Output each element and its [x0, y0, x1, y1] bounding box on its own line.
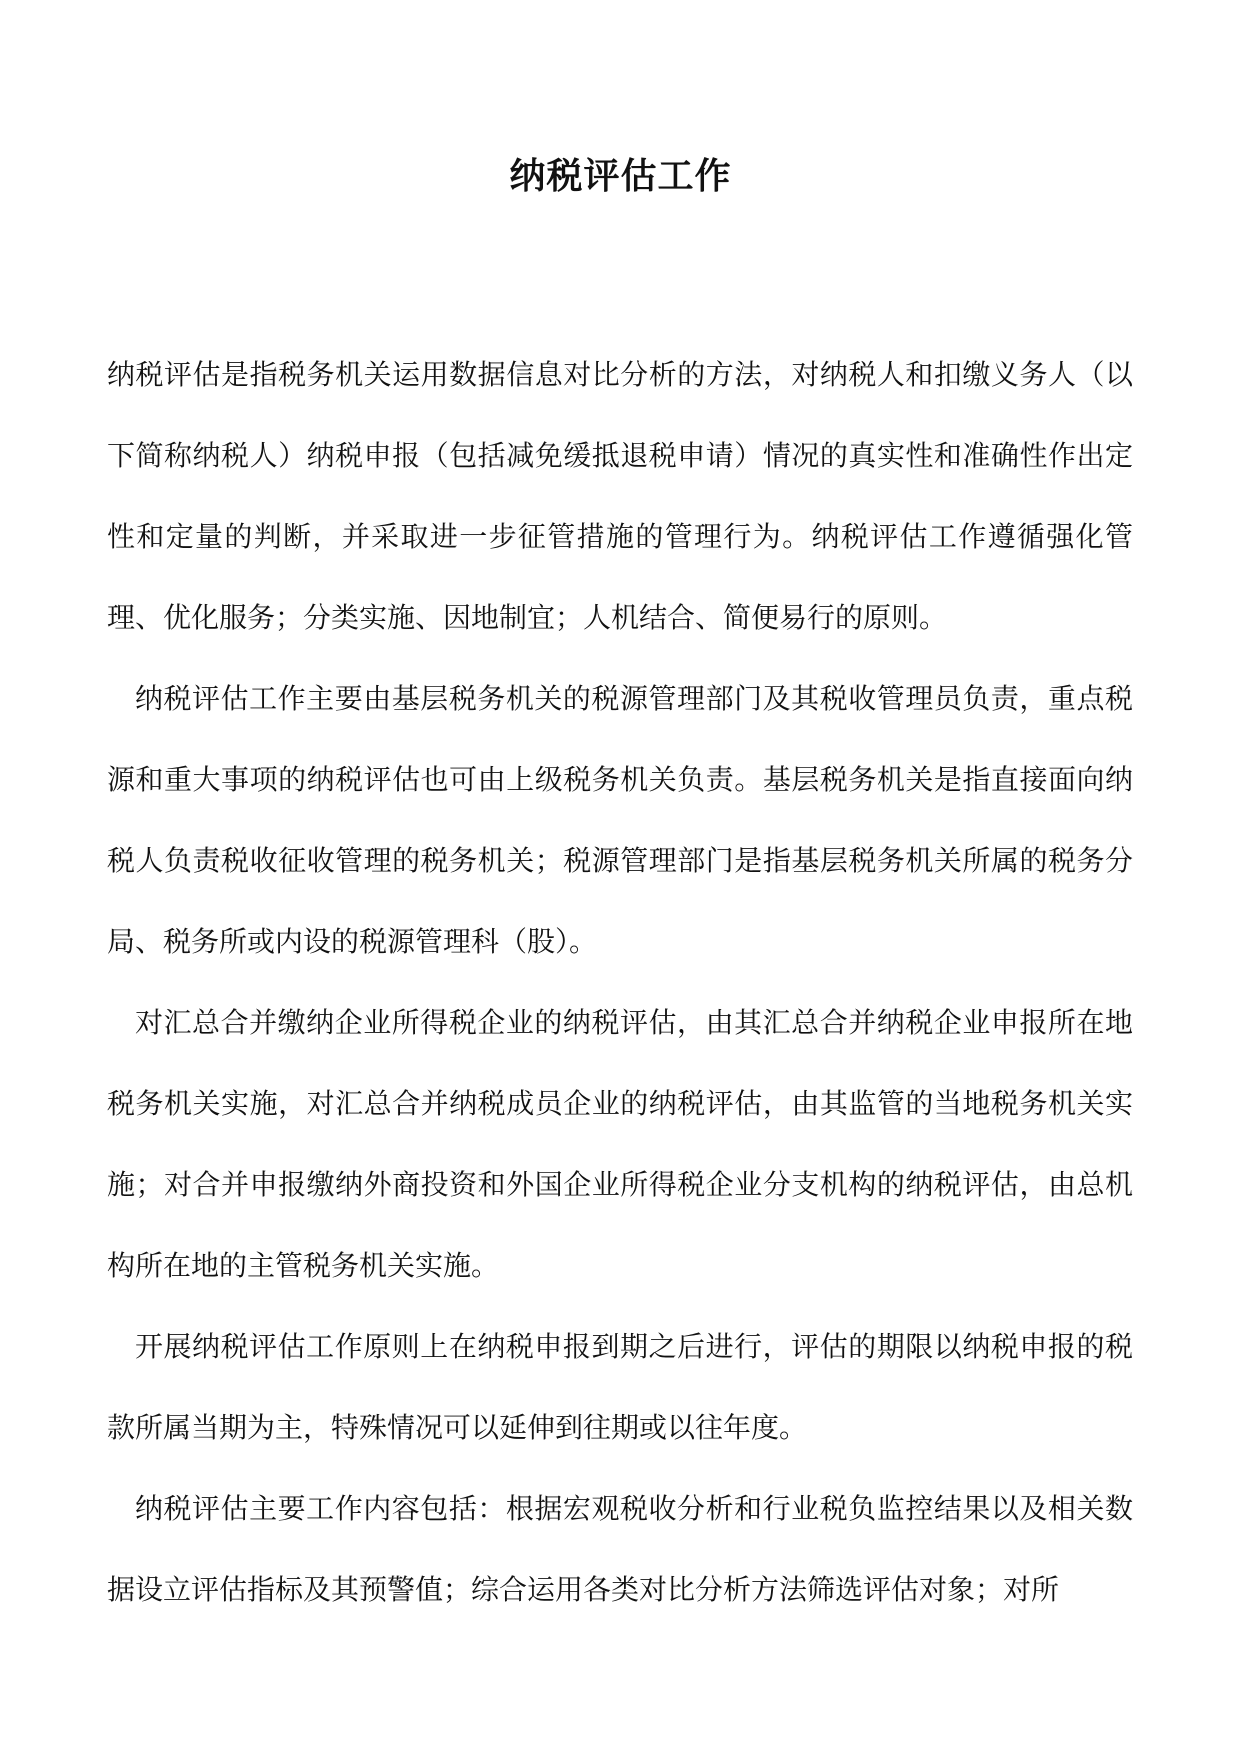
- paragraph-timing: 开展纳税评估工作原则上在纳税申报到期之后进行，评估的期限以纳税申报的税款所属当期为主，特殊情况可以延伸到往期或以往年度。: [107, 1330, 1133, 1444]
- document-title: 纳税评估工作: [509, 156, 732, 197]
- paragraph-work-content: 纳税评估主要工作内容包括：根据宏观税收分析和行业税负监控结果以及相关数据设立评估指标及其预警值；综合运用各类对比分析方法筛选评估对象；对所: [107, 1492, 1133, 1606]
- paragraph-definition: 纳税评估是指税务机关运用数据信息对比分析的方法，对纳税人和扣缴义务人（以下简称纳税人）纳税申报（包括减免缓抵退税申请）情况的真实性和准确性作出定性和定量的判断，并采取进一步征管措施的管理行为。纳税评估工作遵循强化管理、优化服务；分类实施、因地制宜；人机结合、简便易行的原则。: [107, 358, 1133, 634]
- paragraph-responsibility: 纳税评估工作主要由基层税务机关的税源管理部门及其税收管理员负责，重点税源和重大事项的纳税评估也可由上级税务机关负责。基层税务机关是指直接面向纳税人负责税收征收管理的税务机关；税源管理部门是指基层税务机关所属的税务分局、税务所或内设的税源管理科（股）。: [107, 682, 1133, 958]
- document-body: [107, 334, 1133, 1630]
- paragraph-consolidated-enterprises: 对汇总合并缴纳企业所得税企业的纳税评估，由其汇总合并纳税企业申报所在地税务机关实施，对汇总合并纳税成员企业的纳税评估，由其监管的当地税务机关实施；对合并申报缴纳外商投资和外国企业所得税企业分支机构的纳税评估，由总机构所在地的主管税务机关实施。: [107, 1006, 1133, 1282]
